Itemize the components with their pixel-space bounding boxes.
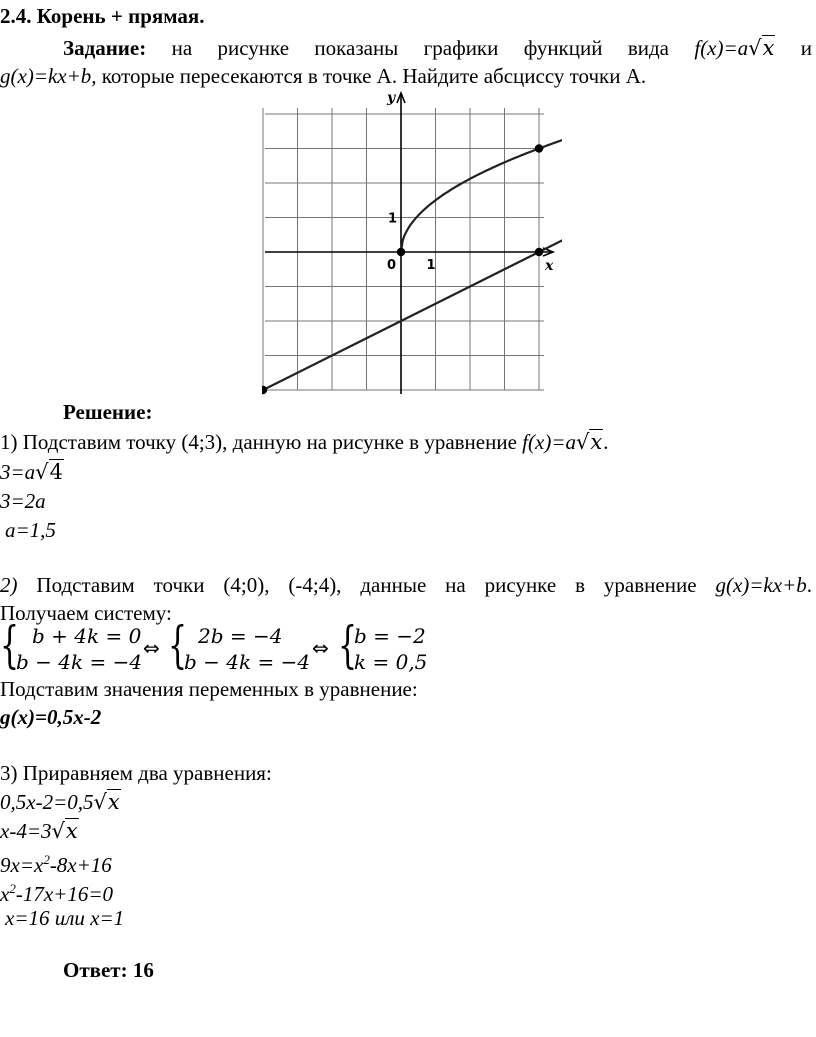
step1-eq-2: 3=2a [0, 489, 46, 513]
step1-f-expr: f(x)=a√x [522, 430, 603, 454]
step2-num: 2) [0, 573, 18, 597]
graph-point [262, 386, 267, 394]
y-one-label: 1 [388, 211, 398, 227]
equation-system [0, 616, 460, 676]
step3-eq-4: $x^2-17x+16=0$ [0, 881, 113, 906]
task-text-1: на рисунке показаны графики функций вида [171, 36, 669, 60]
function-graph [262, 88, 562, 398]
sys3-row1: b = −2 [354, 624, 426, 648]
step2-text-3: Подставим значения переменных в уравнение: [0, 677, 418, 701]
linear-line [266, 236, 562, 389]
step2-result: g(x)=0,5x-2 [0, 705, 102, 729]
step1-line [0, 430, 608, 454]
step3-eq-1: 0,5x-2=0,5√x [0, 790, 120, 814]
page-title: 2.4. Корень + прямая. [0, 4, 205, 28]
points [262, 144, 543, 394]
step3-eq-3: $9x=x^2-8x+16$ [0, 852, 112, 877]
step1-end: . [603, 430, 609, 454]
step1-text: 1) Подставим точку (4;3), данную на рисунке в уравнение [0, 430, 517, 454]
graph-point [535, 248, 543, 256]
task-line-1 [0, 36, 812, 60]
axes [265, 93, 553, 394]
y-axis-label: y [387, 90, 396, 106]
sys1-row1: b + 4k = 0 [32, 624, 142, 648]
task-g-expr: g(x)=kx+b, [0, 64, 97, 88]
x-axis-label: x [545, 258, 554, 274]
brace-2: { [168, 616, 188, 674]
step3-eq-2: x-4=3√x [0, 819, 78, 843]
graph-point [397, 248, 405, 256]
task-conj: и [800, 36, 813, 60]
step2-text-1: Подставим точки (4;0), (-4;4), данные на рисунке в уравнение [36, 573, 697, 597]
sys2-row1: 2b = −4 [198, 624, 283, 648]
origin-label: 0 [387, 258, 397, 273]
x-one-label: 1 [426, 258, 436, 273]
task-label: Задание: [63, 36, 147, 60]
equiv-1: ⇔ [143, 636, 160, 660]
task-f-expr: f(x)=a√x [694, 36, 775, 60]
sys1-row2: b − 4k = −4 [16, 650, 143, 674]
answer: Ответ: 16 [63, 958, 154, 982]
step1-eq-1: 3=a√4 [0, 460, 63, 484]
step3-text: 3) Приравняем два уравнения: [0, 761, 272, 785]
graph-point [535, 144, 543, 152]
step2-g-expr: g(x)=kx+b. [715, 573, 812, 597]
sys3-row2: k = 0,5 [354, 650, 428, 674]
brace-3: { [338, 616, 358, 674]
step2-line-1 [0, 573, 812, 597]
step1-eq-3: a=1,5 [5, 518, 56, 542]
task-text-2: которые пересекаются в точке А. Найдите абсциссу точки А. [101, 64, 647, 88]
task-line-2 [0, 64, 646, 88]
sys2-row2: b − 4k = −4 [184, 650, 311, 674]
solution-label: Решение: [63, 400, 153, 424]
equiv-2: ⇔ [312, 636, 329, 660]
step3-eq-5: x=16 или x=1 [5, 906, 125, 930]
brace-1: { [0, 616, 20, 674]
step2-text-2: Получаем систему: [0, 601, 172, 625]
